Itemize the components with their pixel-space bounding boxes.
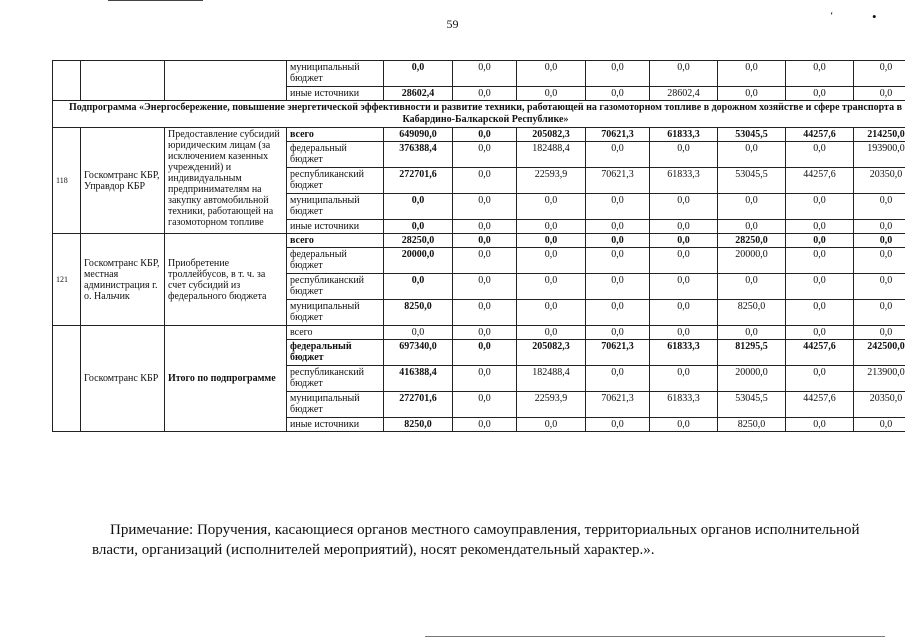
table-row [53, 234, 905, 248]
funding-source-cell: иные источники [287, 87, 384, 101]
value-cell: 0,0 [453, 340, 517, 366]
value-cell: 0,0 [854, 234, 905, 248]
value-cell: 0,0 [786, 234, 854, 248]
page-number: 59 [446, 17, 459, 31]
value-cell: 193900,0 [854, 142, 905, 168]
row-number: 121 [53, 234, 81, 326]
value-cell: 0,0 [854, 248, 905, 274]
value-cell: 0,0 [854, 61, 905, 87]
value-cell: 0,0 [517, 234, 586, 248]
funding-source-cell: муниципальный бюджет [287, 61, 384, 87]
funding-source-cell: федеральный бюджет [287, 340, 384, 366]
value-cell: 0,0 [453, 234, 517, 248]
value-cell: 0,0 [586, 234, 650, 248]
value-cell: 0,0 [718, 87, 786, 101]
value-cell: 0,0 [854, 194, 905, 220]
value-cell: 0,0 [453, 142, 517, 168]
value-cell: 0,0 [586, 274, 650, 300]
value-cell: 0,0 [384, 274, 453, 300]
value-cell: 70621,3 [586, 392, 650, 418]
value-cell: 0,0 [517, 220, 586, 234]
value-cell: 0,0 [586, 220, 650, 234]
value-cell: 20350,0 [854, 392, 905, 418]
table-row [53, 326, 905, 340]
table-row [53, 61, 905, 87]
value-cell: 0,0 [786, 194, 854, 220]
value-cell: 0,0 [650, 194, 718, 220]
value-cell: 44257,6 [786, 392, 854, 418]
value-cell: 697340,0 [384, 340, 453, 366]
value-cell: 8250,0 [384, 418, 453, 432]
value-cell: 0,0 [650, 274, 718, 300]
scan-mark: ʻ [830, 11, 834, 22]
bottom-rule [425, 636, 885, 637]
value-cell: 0,0 [453, 194, 517, 220]
value-cell: 28602,4 [384, 87, 453, 101]
funding-source-cell: всего [287, 326, 384, 340]
row-number: 118 [53, 128, 81, 234]
budget-table [52, 60, 905, 432]
value-cell: 0,0 [786, 220, 854, 234]
value-cell: 0,0 [586, 418, 650, 432]
value-cell: 0,0 [786, 248, 854, 274]
value-cell: 0,0 [384, 61, 453, 87]
value-cell: 0,0 [718, 142, 786, 168]
value-cell: 0,0 [453, 248, 517, 274]
table-row [53, 128, 905, 142]
activity-cell [165, 61, 287, 101]
value-cell: 182488,4 [517, 142, 586, 168]
value-cell: 0,0 [517, 300, 586, 326]
activity-cell: Предоставление субсидий юридическим лицам (за исключением казенных учреждений) и индивидуальным предпринимателям на закупку автомобильной техники, работающей на газомоторном топливе [165, 128, 287, 234]
value-cell: 44257,6 [786, 128, 854, 142]
value-cell: 8250,0 [718, 418, 786, 432]
funding-source-cell: муниципальный бюджет [287, 300, 384, 326]
executor-cell [81, 61, 165, 101]
subprogram-title: Подпрограмма «Энергосбережение, повышение энергетической эффективности и развитие техники, работающей на газомоторном топливе в дорожном хозяйстве и сфере транспорта в Кабардино-Балкарской Республике» [53, 101, 905, 128]
value-cell: 0,0 [786, 366, 854, 392]
value-cell: 28250,0 [384, 234, 453, 248]
funding-source-cell: муниципальный бюджет [287, 194, 384, 220]
value-cell: 28250,0 [718, 234, 786, 248]
funding-source-cell: иные источники [287, 220, 384, 234]
value-cell: 0,0 [384, 220, 453, 234]
value-cell: 20000,0 [718, 366, 786, 392]
value-cell: 0,0 [453, 326, 517, 340]
value-cell: 272701,6 [384, 168, 453, 194]
value-cell: 0,0 [453, 366, 517, 392]
number-cell [53, 61, 81, 101]
value-cell: 416388,4 [384, 366, 453, 392]
value-cell: 0,0 [517, 87, 586, 101]
value-cell: 28602,4 [650, 87, 718, 101]
value-cell: 0,0 [650, 326, 718, 340]
value-cell: 272701,6 [384, 392, 453, 418]
value-cell: 70621,3 [586, 340, 650, 366]
value-cell: 0,0 [718, 194, 786, 220]
value-cell: 61833,3 [650, 168, 718, 194]
value-cell: 213900,0 [854, 366, 905, 392]
value-cell: 61833,3 [650, 392, 718, 418]
value-cell: 0,0 [453, 61, 517, 87]
value-cell: 205082,3 [517, 128, 586, 142]
table-body [53, 61, 905, 432]
value-cell: 0,0 [453, 128, 517, 142]
value-cell: 20350,0 [854, 168, 905, 194]
value-cell: 0,0 [517, 248, 586, 274]
value-cell: 0,0 [453, 274, 517, 300]
value-cell: 0,0 [854, 326, 905, 340]
value-cell: 22593,9 [517, 168, 586, 194]
value-cell: 376388,4 [384, 142, 453, 168]
value-cell: 20000,0 [384, 248, 453, 274]
value-cell: 0,0 [586, 61, 650, 87]
value-cell: 182488,4 [517, 366, 586, 392]
value-cell: 70621,3 [586, 168, 650, 194]
funding-source-cell: всего [287, 128, 384, 142]
executor-cell: Госкомтранс КБР, местная администрация г. о. Нальчик [81, 234, 165, 326]
value-cell: 0,0 [586, 366, 650, 392]
value-cell: 0,0 [517, 274, 586, 300]
value-cell: 0,0 [453, 168, 517, 194]
value-cell: 0,0 [453, 220, 517, 234]
value-cell: 0,0 [650, 300, 718, 326]
top-rule [108, 0, 203, 1]
executor-cell: Госкомтранс КБР [81, 326, 165, 432]
value-cell: 0,0 [786, 274, 854, 300]
value-cell: 205082,3 [517, 340, 586, 366]
value-cell: 242500,0 [854, 340, 905, 366]
value-cell: 0,0 [650, 61, 718, 87]
value-cell: 0,0 [650, 248, 718, 274]
row-number [53, 326, 81, 432]
value-cell: 0,0 [854, 300, 905, 326]
value-cell: 0,0 [786, 61, 854, 87]
value-cell: 0,0 [718, 326, 786, 340]
value-cell: 0,0 [384, 326, 453, 340]
value-cell: 0,0 [650, 418, 718, 432]
value-cell: 8250,0 [384, 300, 453, 326]
value-cell: 0,0 [786, 87, 854, 101]
value-cell: 0,0 [586, 248, 650, 274]
value-cell: 81295,5 [718, 340, 786, 366]
activity-cell: Итого по подпрограмме [165, 326, 287, 432]
value-cell: 0,0 [453, 392, 517, 418]
value-cell: 0,0 [854, 418, 905, 432]
value-cell: 53045,5 [718, 392, 786, 418]
value-cell: 0,0 [786, 326, 854, 340]
value-cell: 61833,3 [650, 128, 718, 142]
funding-source-cell: муниципальный бюджет [287, 392, 384, 418]
value-cell: 0,0 [586, 300, 650, 326]
value-cell: 0,0 [854, 87, 905, 101]
value-cell: 0,0 [786, 418, 854, 432]
value-cell: 0,0 [517, 418, 586, 432]
value-cell: 44257,6 [786, 168, 854, 194]
funding-source-cell: федеральный бюджет [287, 248, 384, 274]
value-cell: 0,0 [517, 194, 586, 220]
value-cell: 8250,0 [718, 300, 786, 326]
value-cell: 0,0 [453, 87, 517, 101]
value-cell: 61833,3 [650, 340, 718, 366]
value-cell: 53045,5 [718, 168, 786, 194]
subprogram-row [53, 101, 905, 128]
value-cell: 0,0 [650, 366, 718, 392]
value-cell: 0,0 [718, 274, 786, 300]
value-cell: 20000,0 [718, 248, 786, 274]
value-cell: 0,0 [517, 61, 586, 87]
value-cell: 0,0 [854, 274, 905, 300]
value-cell: 0,0 [517, 326, 586, 340]
value-cell: 44257,6 [786, 340, 854, 366]
value-cell: 22593,9 [517, 392, 586, 418]
note-paragraph: Примечание: Поручения, касающиеся органов местного самоуправления, территориальных органов исполнительной власти, организаций (исполнителей мероприятий), носят рекомендательный характер.». [92, 522, 860, 558]
activity-cell: Приобретение троллейбусов, в т. ч. за счет субсидий из федерального бюджета [165, 234, 287, 326]
value-cell: 0,0 [586, 194, 650, 220]
value-cell: 0,0 [453, 418, 517, 432]
value-cell: 0,0 [586, 326, 650, 340]
funding-source-cell: республиканский бюджет [287, 168, 384, 194]
value-cell: 649090,0 [384, 128, 453, 142]
value-cell: 0,0 [786, 142, 854, 168]
value-cell: 0,0 [586, 87, 650, 101]
value-cell: 0,0 [586, 142, 650, 168]
value-cell: 0,0 [854, 220, 905, 234]
scan-mark: • [872, 9, 877, 24]
value-cell: 0,0 [650, 234, 718, 248]
funding-source-cell: федеральный бюджет [287, 142, 384, 168]
value-cell: 0,0 [718, 61, 786, 87]
value-cell: 53045,5 [718, 128, 786, 142]
value-cell: 0,0 [718, 220, 786, 234]
executor-cell: Госкомтранс КБР, Управдор КБР [81, 128, 165, 234]
value-cell: 0,0 [650, 220, 718, 234]
funding-source-cell: всего [287, 234, 384, 248]
value-cell: 70621,3 [586, 128, 650, 142]
value-cell: 0,0 [384, 194, 453, 220]
funding-source-cell: республиканский бюджет [287, 274, 384, 300]
value-cell: 214250,0 [854, 128, 905, 142]
funding-source-cell: республиканский бюджет [287, 366, 384, 392]
value-cell: 0,0 [453, 300, 517, 326]
value-cell: 0,0 [650, 142, 718, 168]
value-cell: 0,0 [786, 300, 854, 326]
funding-source-cell: иные источники [287, 418, 384, 432]
